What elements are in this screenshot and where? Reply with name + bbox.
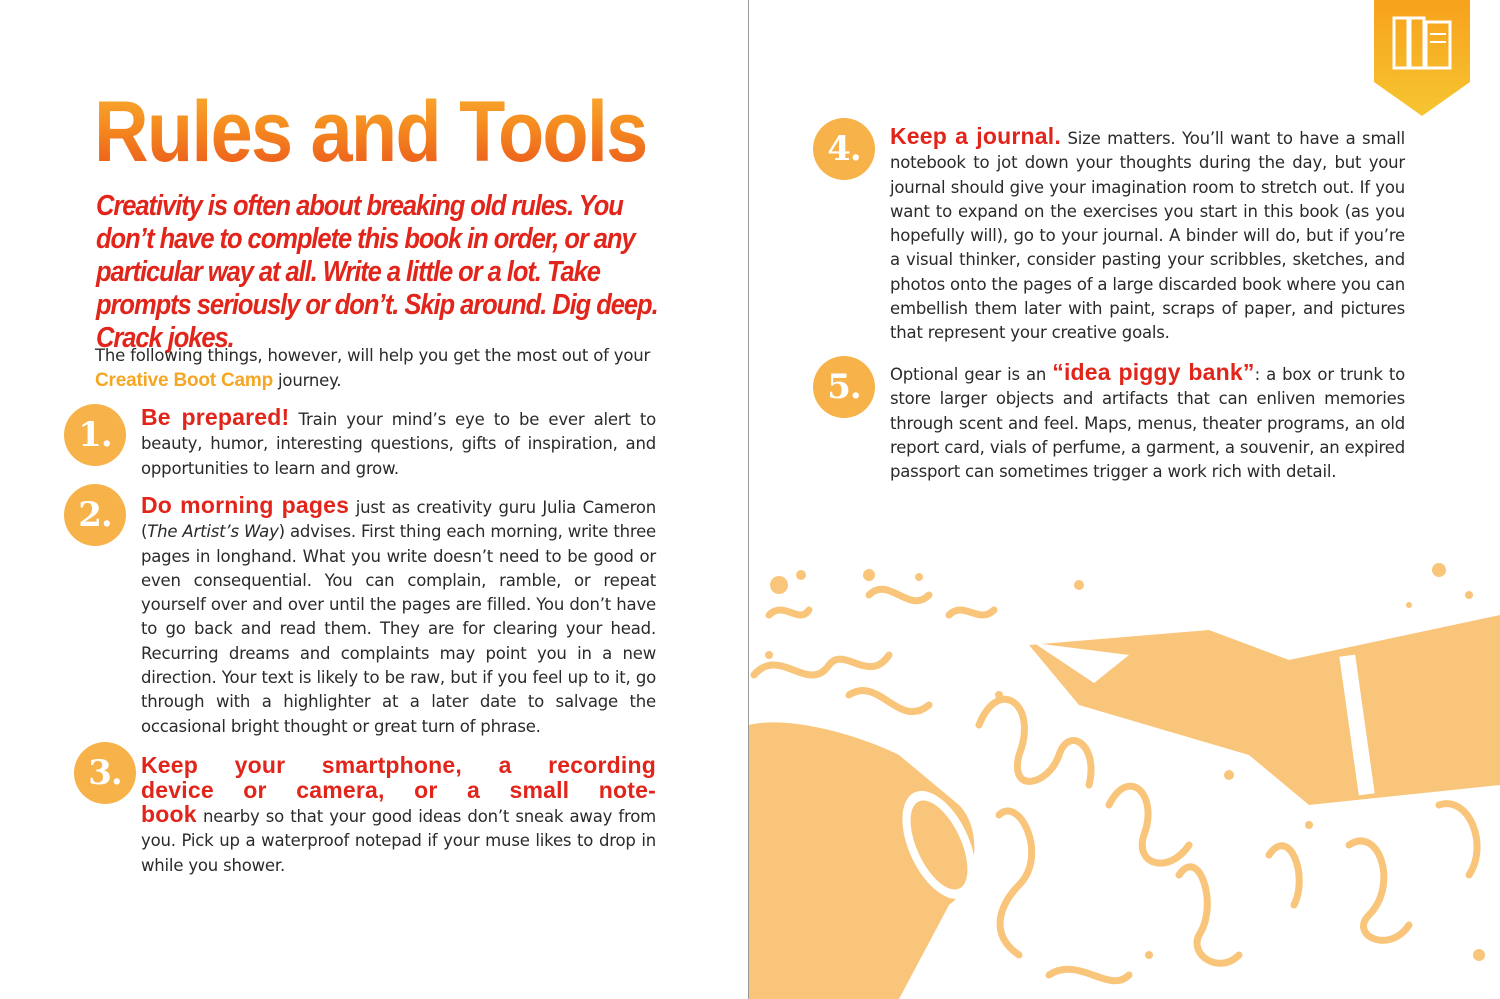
rule-body-3: nearby so that your good ideas don’t sneak away from you. Pick up a waterproof notepad if your muse likes to drop in while you shower. <box>141 807 656 875</box>
lead-paragraph <box>95 344 675 393</box>
rule-heading-3-line1: Keep your smartphone, a recording <box>141 752 656 778</box>
lead-text: The following things, however, will help you get the most out of your <box>95 346 651 365</box>
rule-text-5 <box>890 360 1405 484</box>
rule-body-2b: ) advises. First thing each morning, write three pages in longhand. What you write doesn’t need to be good or even consequential. You can complain, ramble, or repeat yourself over and over until the pages are filled. You don’t have to go back and read them. They are for clearing your head. Recurring dreams and complaints may point you in a new direction. Your text is likely to be raw, but if you feel up to it, go through with a highlighter at a later date to salvage the occasional bright thought or great turn of phrase. <box>141 522 656 736</box>
brand-name: Creative Boot Camp <box>95 369 273 391</box>
books-icon <box>1374 0 1470 116</box>
number-badge-5: 5. <box>813 356 875 418</box>
right-page <box>749 0 1500 999</box>
rule-text-1 <box>141 405 656 481</box>
rule-body-5a: Optional gear is an <box>890 365 1047 384</box>
rule-body-2a: just as creativity guru Julia Cameron ( <box>141 498 656 542</box>
rule-text-3 <box>141 753 656 878</box>
number-badge-2: 2. <box>64 484 126 546</box>
rule-heading-1: Be prepared! <box>141 404 290 430</box>
rule-body-5b: : a box or trunk to store larger objects and artifacts that can enliven memories through scent and feel. Maps, menus, theater programs, an old report card, vials of perfume, a garment, a souvenir, an expired passport can sometimes trigger a work rich with detail. <box>890 365 1406 482</box>
rule-heading-2: Do morning pages <box>141 492 350 518</box>
page-title: Rules and Tools <box>94 84 647 180</box>
rule-heading-4: Keep a journal. <box>890 123 1061 149</box>
intro-text: Creativity is often about breaking old rules. You don’t have to complete this book in order, or any particular way at all. Write a little or a lot. Take prompts seriously or don’t. Skip around. Dig deep. Crack jokes. <box>96 190 658 354</box>
rule-body-1: Train your mind’s eye to be ever alert to beauty, humor, interesting questions, gifts of inspiration, and opportunities to learn and grow. <box>141 410 657 478</box>
number-badge-4: 4. <box>813 118 875 180</box>
number-badge-1: 1. <box>64 404 126 466</box>
fountain-pen-splash-illustration <box>749 555 1500 999</box>
number-badge-3: 3. <box>74 742 136 804</box>
rule-heading-5: “idea piggy bank” <box>1052 359 1255 385</box>
book-citation: The Artist’s Way <box>147 522 279 542</box>
left-page <box>0 0 748 999</box>
rule-text-2 <box>141 493 656 739</box>
rule-text-4 <box>890 124 1405 346</box>
rule-heading-3-line2: device or camera, or a small note- <box>141 776 656 803</box>
rule-body-4: Size matters. You’ll want to have a small notebook to jot down your thoughts during the day, but your journal should give your imagination room to stretch out. If you want to expand on the exercises you start in this book (as you hopefully will), go to your journal. A binder will do, but if you’re a visual thinker, consider pasting your scribbles, sketches, and photos onto the pages of a large discarded book where you can embellish them later with paint, scraps of paper, and pictures that represent your creative goals. <box>890 129 1406 343</box>
rule-heading-3-line3: book <box>141 801 197 827</box>
lead-end: journey. <box>278 370 342 390</box>
